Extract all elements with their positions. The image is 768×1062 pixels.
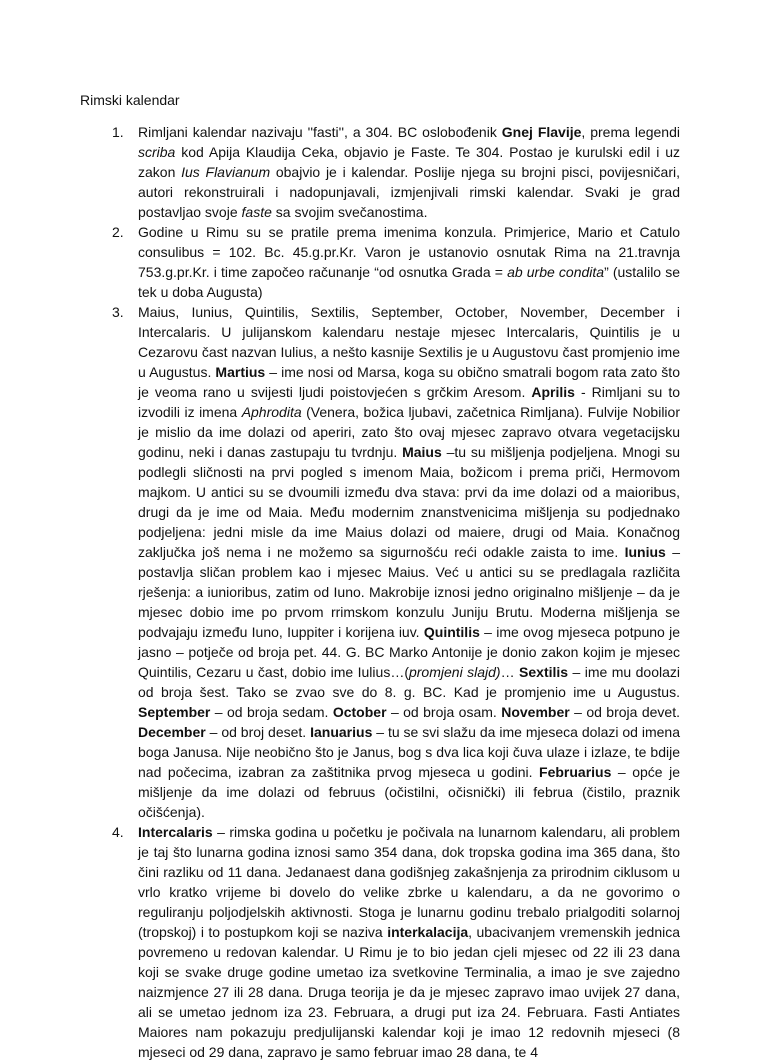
list-item-number: 4. — [112, 824, 124, 840]
text-run: – ime nosi od Marsa, koga su obično smatrali bogom rata zato što je veoma rano u svijesti ljudi poistovjećen s grčkim Aresom. — [138, 364, 680, 400]
bold-term: December — [138, 724, 206, 740]
bold-term: September — [138, 704, 211, 720]
italic-term: faste — [241, 204, 272, 220]
bold-term: October — [332, 704, 387, 720]
bold-term: Ianuarius — [310, 724, 373, 740]
bold-term: November — [501, 704, 570, 720]
list-item — [112, 822, 680, 1062]
text-run: , prema legendi — [581, 124, 680, 140]
text-run: obajvio je i kalendar. Poslije njega su brojni pisci, povijesničari, autori rekonstruirali i nadopunjavali, izmjenjivali rimski kalendar. Svaki je grad postavljao svoje — [138, 164, 681, 220]
text-run: sa svojim svečanostima. — [271, 204, 428, 220]
text-run: … — [500, 664, 520, 680]
bold-term: Martius — [215, 364, 266, 380]
bold-term: Quintilis — [423, 624, 480, 640]
bold-term: Sextilis — [519, 664, 569, 680]
bold-term: Intercalaris — [138, 824, 213, 840]
text-run: – od broja osam. — [386, 704, 502, 720]
text-run: – postavlja sličan problem kao i mjesec Maius. Već u antici su se predlagala različita rješenja: a iunioribus, zatim od Iuno. Makrobije iznosi jedno originalno mišljenje – da je mjesec dobio ime po prvom rrimskom konzulu Juniju Brutu. Moderna mišljenja se podvajaju između Iuno, Iuppiter i korijena iuv. — [138, 544, 680, 640]
list-item — [112, 302, 680, 822]
list-item-number: 3. — [112, 304, 124, 320]
text-run: – opće je mišljenje da ime dolazi od februus (očistilni, očisnički) ili februa (čistilo, praznik očišćenja). — [138, 764, 680, 820]
list-item-number: 2. — [112, 224, 124, 240]
list-item — [112, 222, 680, 302]
text-run: –tu su mišljenja podjeljena. Mnogi su podlegli sličnosti na prvi pogled s imenom Maia, božicom i prema priči, Hermovom majkom. U antici su se dvoumili između dva stava: prvi da ime dolazi od a maioribus, drugi da je ime od Maia. Među modernim znanstvenicima mišljenja su podjednako podjeljena: jedni misle da ime Maius dolazi od maiere, drugi od Maia. Konačnog zaključka još nema i ne možemo sa sigurnošću reći odakle zaista to ime. — [138, 444, 680, 560]
text-run: Rimljani kalendar nazivaju ''fasti'', a 304. BC oslobođenik — [138, 124, 502, 140]
italic-term: ab urbe condita — [507, 264, 605, 280]
text-run: ” (ustalilo se tek u doba Augusta) — [138, 264, 680, 300]
text-run: , ubacivanjem vremenskih jednica povremeno u redovan kalendar. U Rimu je to bio jedan cjeli mjesec od 22 ili 23 dana koji se svake druge godine umetao iza svetkovine Terminalia, a imao je sve zajedno naizmjence 27 ili 28 dana. Druga teorija je da je mjesec zapravo imao uvijek 27 dana, ali se umetao jednom iza 23. Februara, a drugi put iza 24. Februara. Fasti Antiates Maiores nam pokazuju predjulijanski kalendar koji je imao 12 redovnih mjeseci (8 mjeseci od 29 dana, zapravo je samo februar imao 28 dana, te 4 — [138, 924, 680, 1060]
italic-term: scriba — [138, 144, 176, 160]
text-run: – tu se svi slažu da ime mjeseca dolazi od imena boga Janusa. Nije neobično što je Janus, bog s dva lica koji čuva ulaze i izlaze, te bdije nad počecima, izabran za zaštitnika prvog mjeseca u godini. — [138, 724, 680, 780]
text-run: – rimska godina u početku je počivala na lunarnom kalendaru, ali problem je taj što lunarna godina iznosi samo 354 dana, dok tropska godina ima 365 dana, što čini razliku od 11 dana. Jedanaest dana godišnjeg zakašnjenja za prirodnim ciklusom u vrlo kratko vrijeme bi dovelo do velike zbrke u kalendaru, a da ne govorimo o reguliranju poljodjelskih aktivnosti. Stoga je lunarnu godinu trebalo prialgoditi solarnoj (tropskoj) i to postupkom koji se naziva — [138, 824, 680, 940]
bold-term: Maius — [402, 444, 442, 460]
list-item-text — [138, 124, 680, 220]
document-title: Rimski kalendar — [80, 92, 180, 108]
bold-term: Februarius — [539, 764, 612, 780]
text-run: (Venera, božica ljubavi, začetnica Rimljana). Fulvije Nobilior je mislio da ime dolazi od aperiri, zato što ovaj mjesec zapravo otvara vegetacijsku godinu, neki i danas zastupaju tu tvrdnju. — [138, 404, 680, 460]
numbered-list — [0, 122, 768, 1062]
bold-term: Gnej Flavije — [501, 124, 582, 140]
text-run: – ime mu doolazi od broja šest. Tako se zvao sve do 8. g. BC. Kad je promjenio ime u Augustus. — [138, 664, 680, 700]
italic-term: promjeni slajd) — [408, 664, 501, 680]
text-run: – ime ovog mjeseca potpuno je jasno – potječe od broja pet. 44. G. BC Marko Antonije je donio zakon kojim je mjesec Quintilis, Cezaru u čast, dobio ime Iulius…( — [138, 624, 680, 680]
list-item-text — [138, 224, 680, 300]
text-run: kod Apija Klaudija Ceka, objavio je Faste. Te 304. Postao je kurulski edil i uz zakon — [138, 144, 680, 180]
text-run: – od broja devet. — [569, 704, 680, 720]
bold-term: Iunius — [624, 544, 666, 560]
text-run: - Rimljani su to izvodili iz imena — [138, 384, 680, 420]
text-run: – od broj deset. — [205, 724, 311, 740]
list-item-number: 1. — [112, 124, 124, 140]
list-item — [112, 122, 681, 222]
text-run: Godine u Rimu su se pratile prema imenima konzula. Primjerice, Mario et Catulo consulibus = 102. Bc. 45.g.pr.Kr. Varon je ustanovio osnutak Rima na 21.travnja 753.g.pr.Kr. i time započeo računanje “od osnutka Grada = — [138, 224, 680, 280]
text-run: – od broja sedam. — [210, 704, 333, 720]
italic-term: Ius Flavianum — [181, 164, 271, 180]
bold-term: interkalacija — [387, 924, 469, 940]
bold-term: Aprilis — [531, 384, 575, 400]
list-item-text — [138, 304, 680, 820]
text-run: Maius, Iunius, Quintilis, Sextilis, September, October, November, December i Intercalaris. U julijanskom kalendaru nestaje mjesec Intercalaris, Quintilis je u Cezarovu čast nazvan Iulius, a nešto kasnije Sextilis je u Augustovu čast promjenio ime u Augustus. — [138, 304, 680, 380]
italic-term: Aphrodita — [241, 404, 302, 420]
list-item-text — [138, 824, 680, 1060]
